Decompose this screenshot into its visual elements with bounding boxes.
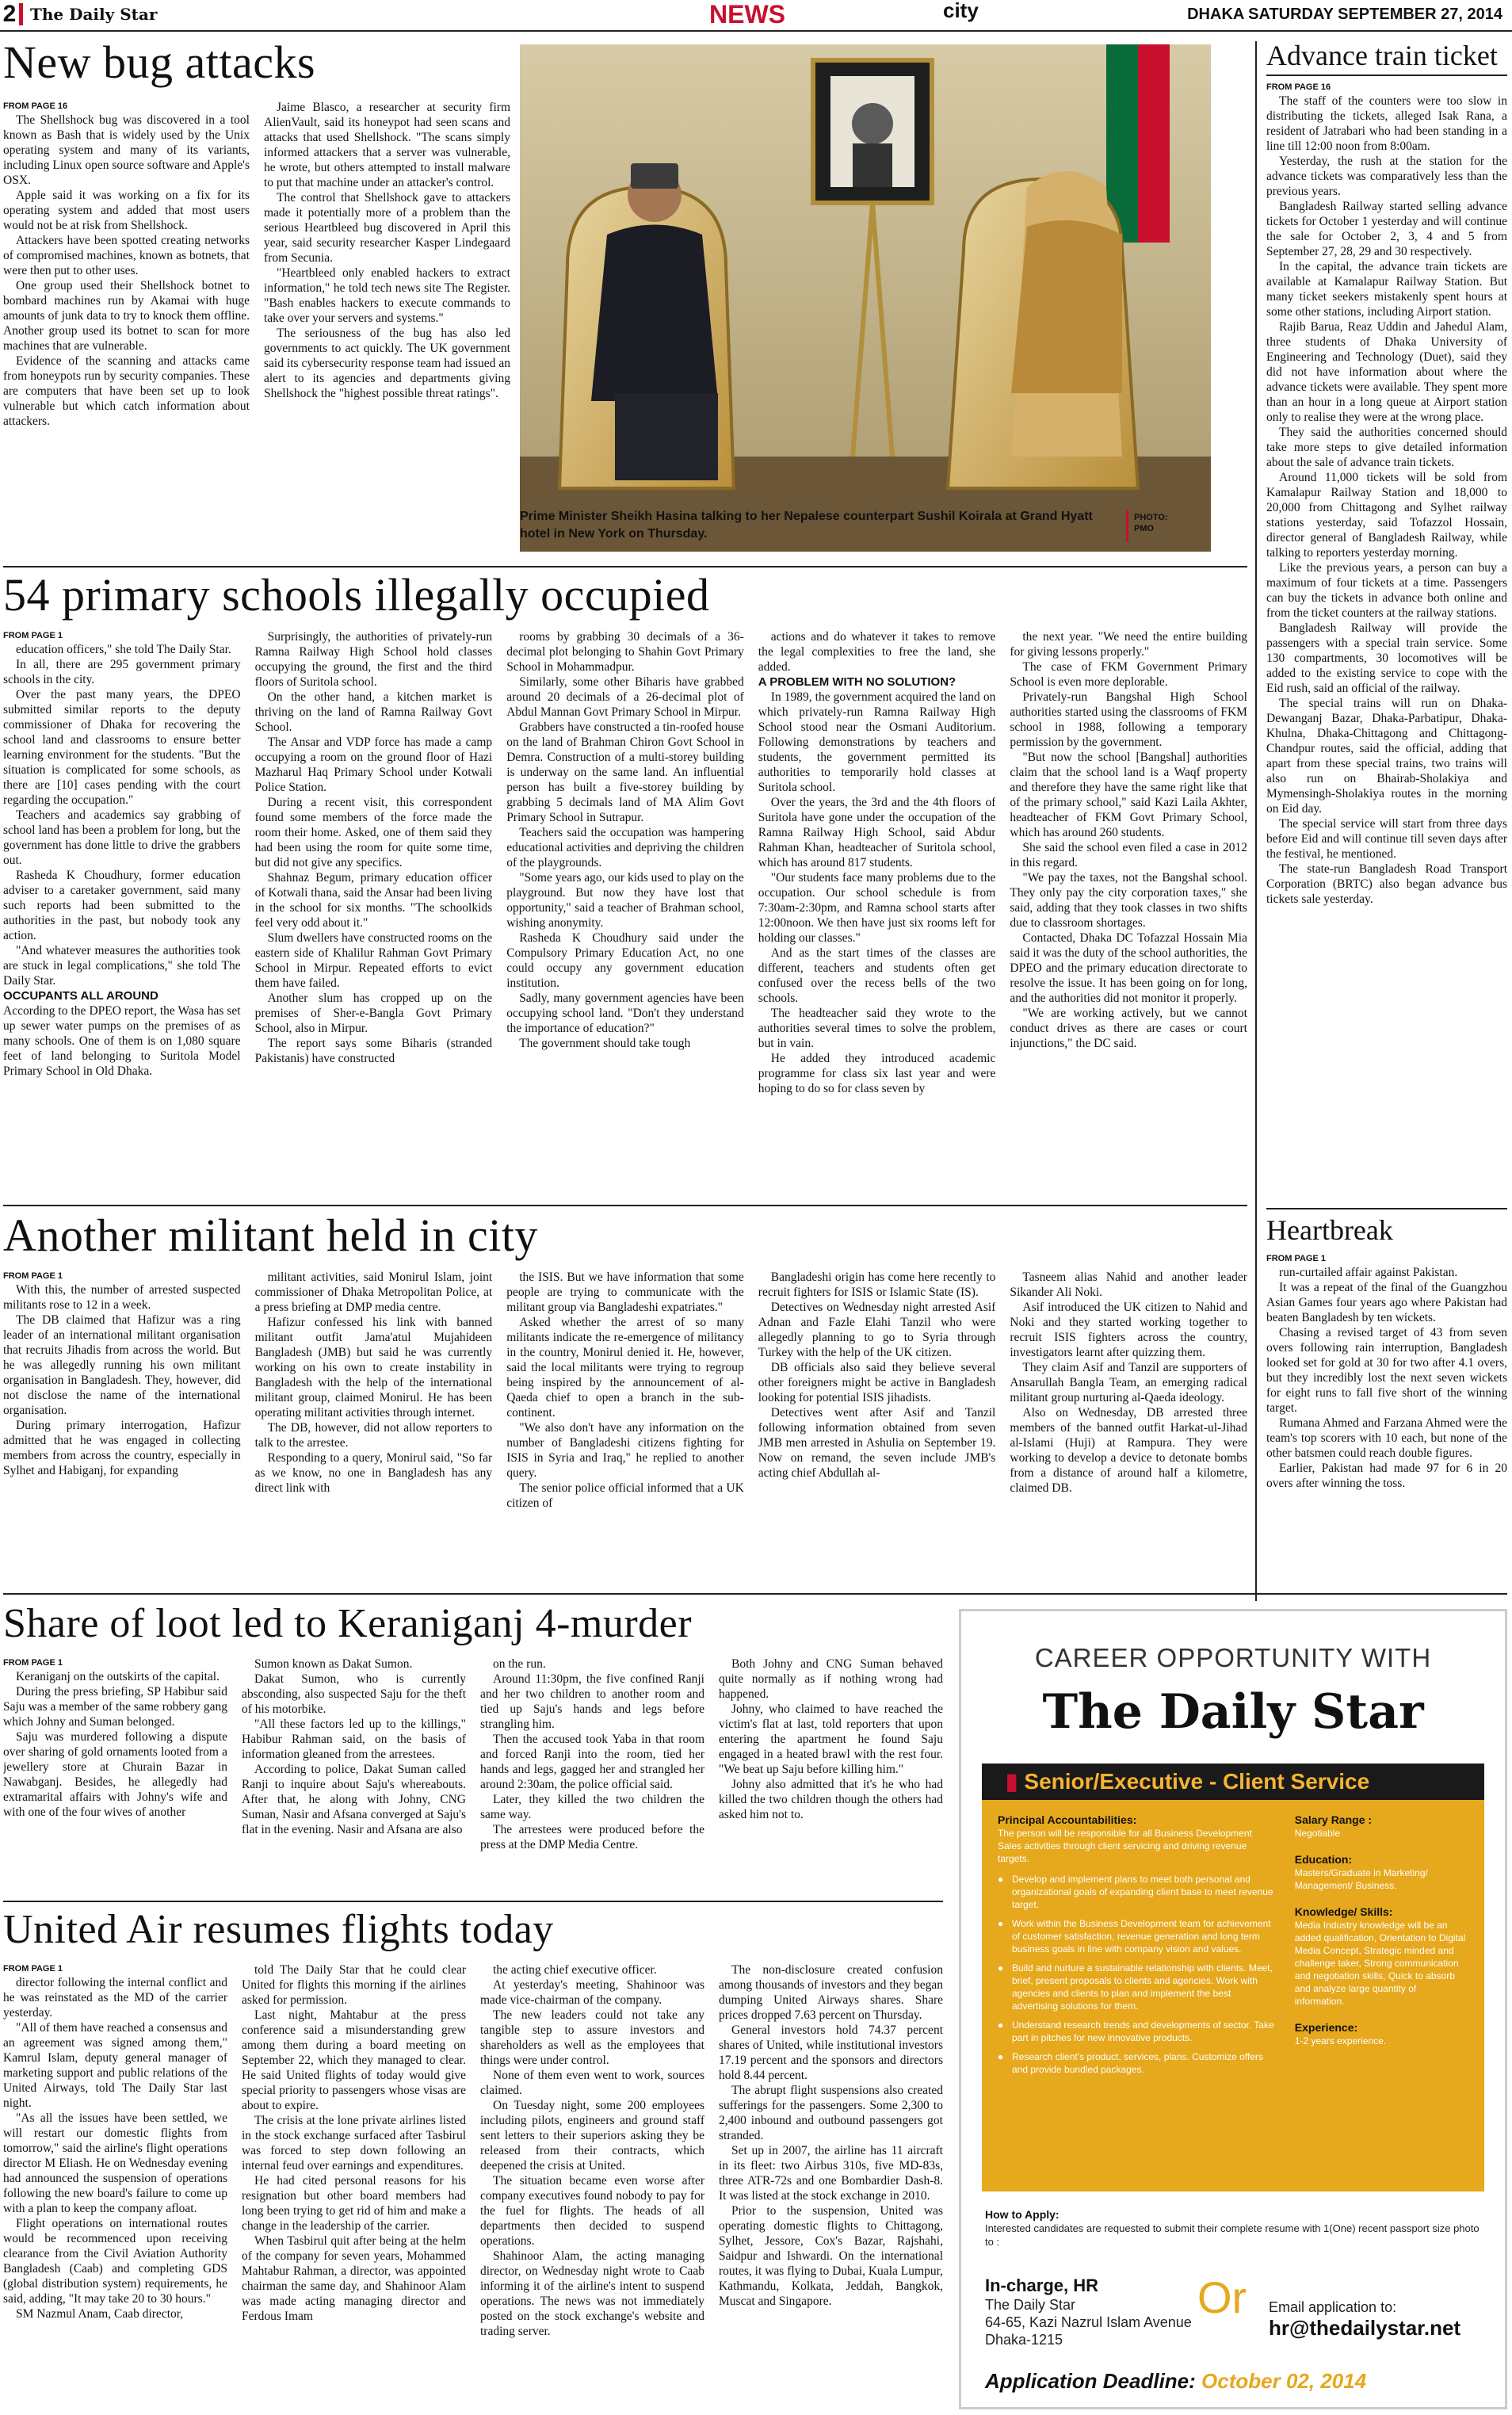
paragraph: Later, they killed the two children the same way. <box>480 1793 704 1821</box>
or-separator: Or <box>1197 2272 1247 2322</box>
paragraph: on the run. <box>493 1657 546 1671</box>
salary-heading: Salary Range : <box>1294 1813 1373 1826</box>
paragraph: Surprisingly, the authorities of privately-run Ramna Railway High School hold classes occupying the ground, the first and the third floors of Suritola school. <box>254 630 493 689</box>
paragraph: Over the years, the 3rd and the 4th floors of Suritola have gone under the occupation of the Ramna Railway High School, said Abdur Rahman Khan, headteacher of Suritola school, which has around 817 students. <box>758 796 996 869</box>
paragraph: rooms by grabbing 30 decimals of a 36-decimal plot belonging to Shahin Govt Primary School in Mohammadpur. <box>506 630 744 674</box>
section-rule <box>3 1901 943 1902</box>
headline: 54 primary schools illegally occupied <box>3 569 710 621</box>
headline: Heartbreak <box>1266 1214 1393 1246</box>
paragraph: "And whatever measures the authorities took are stuck in legal complications," she told The Daily Star. <box>3 944 241 988</box>
paragraph: During a recent visit, this correspondent found some members of the force made the room their home. Asked, one of them said they had been using the room for quite some time, but did not give any specifics. <box>254 796 493 869</box>
paragraph: The special trains will run on Dhaka-Dewanganj Bazar, Dhaka-Parbatipur, Dhaka-Khulna, Dhaka-Chittagong and Chittagong-Chandpur routes, said the official, adding that apart from these special trains, two trains will also run on Bhairab-Sholakiya and Mymensingh-Sholakiya routes in the morning on Eid day. <box>1266 697 1507 816</box>
paragraph: And as the start times of the classes are different, teachers and students often get confused over the recess bells of the two schools. <box>758 946 996 1005</box>
deadline-date: October 02, 2014 <box>1201 2369 1367 2393</box>
paragraph: Last night, Mahtabur at the press conference said a misunderstanding grew among them during a board meeting on September 22, which they managed to clear. He said United flights of today would give special priority to passengers whose visas are about to expire. <box>242 2008 466 2112</box>
paragraph: told The Daily Star that he could clear United for flights this morning if the airlines asked for permission. <box>242 1963 466 2007</box>
paragraph: Asked whether the arrest of so many militants indicate the re-emergence of militancy in the country, Monirul denied it. He, however, said the local militants were trying to regroup being inspired by the announcement of al-Qaeda chief to open a branch in the sub-continent. <box>506 1316 744 1420</box>
education-value: Masters/Graduate in Marketing/ Management/ Business. <box>1294 1867 1428 1891</box>
how-to-apply <box>961 2191 1505 2394</box>
masthead-logo: The Daily Star <box>30 5 158 24</box>
paragraph: The staff of the counters were too slow in distributing the tickets, alleged Isak Rana, a resident of Jatrabari who had been standing in a line till 12:00 noon from 8:00am. <box>1266 94 1507 153</box>
paragraph: Around 11:30pm, the five confined Ranji and her two children to another room and tied up Saju's hands and legs before strangling him. <box>480 1672 704 1731</box>
paragraph: Johny also admitted that it's he who had killed the two children though the others had asked him not to. <box>719 1778 943 1821</box>
paragraph: Evidence of the scanning and attacks came from honeypots run by security companies. These are computers that have been set up to look vulnerable but which catch information about attackers. <box>3 354 250 428</box>
paragraph: Teachers and academics say grabbing of school land has been a problem for long, but the government has done little to drive the grabbers out. <box>3 808 241 867</box>
paragraph: "But now the school [Bangshal] authorities claim that the school land is a Waqf property and therefore they have the same right like that of the primary school," said Kazi Laila Akhter, headteacher of FKM Govt Primary School, which has around 260 students. <box>1010 751 1247 839</box>
paragraph: Sadly, many government agencies have been occupying school land. "Don't they understand the importance of education?" <box>506 992 744 1035</box>
from-page: FROM PAGE 1 <box>3 1964 63 1974</box>
paragraph: Teachers said the occupation was hampering educational activities and depriving the children of the playgrounds. <box>506 826 744 869</box>
paragraph: Bangladeshi origin has come here recently to recruit fighters for ISIS or Islamic State (IS). <box>758 1271 996 1299</box>
headline: United Air resumes flights today <box>3 1907 554 1952</box>
ad-headline: CAREER OPPORTUNITY WITH <box>1034 1643 1432 1672</box>
paragraph: SM Nazmul Anam, Caab director, <box>16 2307 184 2321</box>
application-deadline <box>985 2369 1481 2394</box>
paragraph: One group used their Shellshock botnet to bombard machines run by Akamai with huge amounts of junk data to try to knock them offline. Another group used its botnet to scan for more machines that are vulnerable. <box>3 279 250 353</box>
paragraph: It was a repeat of the final of the Guangzhou Asian Games four years ago where Pakistan had beaten Bangladesh by ten wickets. <box>1266 1281 1507 1324</box>
deadline-label: Application Deadline: <box>985 2369 1196 2393</box>
paragraph: Around 11,000 tickets will be sold from Kamalapur Railway Station and 18,000 to 20,000 from Chittagong and Sylhet railway stations yesterday, said Tofazzol Hossain, director general of Bangladesh Railway, while talking to reporters yesterday morning. <box>1266 471 1507 560</box>
paragraph: Then the accused took Yaba in that room and forced Ranji into the room, tied her hands and legs, gagged her and strangled her around 2:30am, the police official said. <box>480 1733 704 1791</box>
paragraph: The arrestees were produced before the press at the DMP Media Centre. <box>480 1823 704 1851</box>
caption-bar <box>1126 510 1128 542</box>
article-column <box>758 1270 996 1584</box>
paragraph: The special service will start from three days before Eid and will continue till seven days after the festival, he mentioned. <box>1266 817 1507 861</box>
address-line: The Daily Star <box>985 2297 1076 2313</box>
article-column <box>264 100 510 552</box>
article-column <box>1266 1252 1507 1553</box>
paragraph: Privately-run Bangshal High School authorities started using the classrooms of FKM school in 1988, following a temporary permission by the government. <box>1010 690 1247 749</box>
article-column <box>758 629 996 1200</box>
paragraph: director following the internal conflict and he was reinstated as the MD of the carrier yesterday. <box>3 1976 227 2020</box>
paragraph: Also on Wednesday, DB arrested three members of the banned outfit Harkat-ul-Jihad al-Islami (Huji) at Rampura. They were working to develop a device to detonate bombs from a distance of around half a kilometre, claimed DB. <box>1010 1406 1247 1495</box>
paragraph: Dakat Sumon, who is currently absconding, also suspected Saju for the theft of his motorbike. <box>242 1672 466 1716</box>
paragraph: The headteacher said they wrote to the authorities several times to solve the problem, but in vain. <box>758 1007 996 1050</box>
paragraph: militant activities, said Monirul Islam, joint commissioner of Dhaka Metropolitan Police, at a press briefing at DMP media centre. <box>254 1271 493 1314</box>
paragraph: the ISIS. But we have information that some people are trying to communicate with the militant group via Bangladeshi expatriates." <box>506 1271 744 1314</box>
paragraph: Like the previous years, a person can buy a maximum of four tickets at a time. Passengers can buy the tickets in advance both online and from the ticket counters at the railway stations. <box>1266 561 1507 620</box>
from-page: FROM PAGE 1 <box>3 1658 63 1668</box>
paragraph: "Heartbleed only enabled hackers to extract information," he told tech news site The Register. "Bash enables hackers to execute commands to take over your servers and systems." <box>264 266 510 325</box>
paragraph: actions and do whatever it takes to remove the legal complexities to free the land, she added. <box>758 630 996 674</box>
accountabilities-intro: The person will be responsible for all Business Development Sales activities through client servicing and driving revenue targets. <box>998 1828 1252 1864</box>
paragraph: Detectives went after Asif and Tanzil following information obtained from seven JMB men arrested in Ashulia on September 19. Now on remand, the seven include JMB's acting chief Abdullah al- <box>758 1406 996 1480</box>
address-line: 64-65, Kazi Nazrul Islam Avenue <box>985 2314 1192 2330</box>
headline: Share of loot led to Keraniganj 4-murder <box>3 1601 693 1646</box>
paragraph: The new leaders could not take any tangible step to assure investors and shareholders as well as the employees that things were under control. <box>480 2008 704 2067</box>
photo-credit: PHOTO: PMO <box>1134 513 1168 533</box>
title-bar-icon: ▮ <box>1006 1769 1018 1794</box>
address-heading: In-charge, HR <box>985 2276 1099 2295</box>
accountability-item: ● Work within the Business Development team for achievement of customer satisfaction, revenue generation and long term business goals in line with company vision and values. <box>998 1917 1276 1955</box>
paragraph: Earlier, Pakistan had made 97 for 6 in 20 overs after winning the toss. <box>1266 1462 1507 1490</box>
from-page: FROM PAGE 1 <box>1266 1254 1326 1263</box>
article-heartbreak <box>1266 1214 1507 1553</box>
issue-date: DHAKA SATURDAY SEPTEMBER 27, 2014 <box>1187 6 1502 23</box>
paragraph: Both Johny and CNG Suman behaved quite normally as if nothing wrong had happened. <box>719 1657 943 1701</box>
paragraph: Rasheda K Choudhury, former education adviser to a caretaker government, said many such reports had been submitted to the authorities in the past, but nobody took any action. <box>3 869 241 942</box>
article-advance-train-ticket <box>1266 40 1507 1246</box>
paragraph: The report says some Biharis (stranded Pakistanis) have constructed <box>254 1037 493 1065</box>
paragraph: The Shellshock bug was discovered in a tool known as Bash that is widely used by the Unix operating system and many of its variants, including Linux open source software and Apple's OSX. <box>3 113 250 187</box>
paragraph: The Ansar and VDP force has made a camp occupying a room on the ground floor of Hazi Mazharul Haq Primary School under Kotwali Police Station. <box>254 736 493 794</box>
paragraph: "We are working actively, but we cannot conduct drives as there are cases or court injunctions," the DC said. <box>1010 1007 1247 1050</box>
paragraph: Similarly, some other Biharis have grabbed around 20 decimals of a 26-decimal plot of Abdul Mannan Govt Primary School in Mirpur. <box>506 675 744 719</box>
article-column <box>1266 81 1507 1246</box>
paragraph: On the other hand, a kitchen market is thriving on the land of Ramna Railway Govt School. <box>254 690 493 734</box>
paragraph: Johny, who claimed to have reached the victim's flat at last, told reporters that upon entering the apartment he found Saju engaged in a heated brawl with the rest four. "We beat up Saju before killing him." <box>719 1702 943 1776</box>
article-column <box>506 629 744 1200</box>
paragraph: During the press briefing, SP Habibur said Saju was a member of the same robbery gang which Johny and Suman belonged. <box>3 1685 227 1729</box>
section-rule <box>3 1593 1507 1595</box>
accountability-item: ● Research client's product, services, plans. Customize offers and provide bundled packages. <box>998 2050 1276 2076</box>
paragraph: The state-run Bangladesh Road Transport Corporation (BRTC) also began advance bus tickets sale yesterday. <box>1266 862 1507 906</box>
paragraph: Bangladesh Railway started selling advance tickets for October 1 yesterday and will continue the sale for October 2, 3, 4 and 5 from September 27, 28, 29 and 30 respectively. <box>1266 200 1507 258</box>
job-title <box>982 1763 1484 1800</box>
paragraph: Asif introduced the UK citizen to Nahid and Noki and they started working together to recruit ISIS fighters across the country, investigators learnt after quizzing them. <box>1010 1301 1247 1359</box>
paragraph: Another slum has cropped up on the premises of Sher-e-Bangla Govt Primary School, also in Mirpur. <box>254 992 493 1035</box>
paragraph: Detectives on Wednesday night arrested Asif Adnan and Fazle Elahi Tanzil who were allegedly planning to go to Syria through Turkey with the help of the UK citizen. <box>758 1301 996 1359</box>
paragraph: Hafizur confessed his link with banned militant outfit Jama'atul Mujahideen Bangladesh (JMB) but said he was currently working on his own to create instability in Bangladesh with the help of the international militant group, claimed Monirul. He has been operating militant activities through internet. <box>254 1316 493 1420</box>
paragraph: Grabbers have constructed a tin-roofed house on the land of Brahman Chiron Govt School in Demra. Construction of a multi-storey building is underway on the same land. An influential person has built a five-storey building by grabbing 5 decimals land of MA Alim Govt Primary School in Sutrapur. <box>506 720 744 824</box>
article-column <box>506 1270 744 1584</box>
article-primary-schools <box>3 571 1247 1200</box>
paragraph: Keraniganj on the outskirts of the capital. <box>16 1670 220 1683</box>
photo-caption: Prime Minister Sheikh Hasina talking to her Nepalese counterpart Sushil Koirala at Grand Hyatt hotel in New York on Thursday. <box>520 510 1093 541</box>
address-line: Dhaka-1215 <box>985 2332 1063 2348</box>
article-column <box>242 1962 466 2410</box>
paragraph: None of them even went to work, sources claimed. <box>480 2069 704 2097</box>
news-photo <box>520 44 1211 552</box>
address-lines <box>985 2296 1197 2348</box>
paragraph: DB officials also said they believe several other foreigners might be active in Bangladesh looking for potential ISIS jihadists. <box>758 1361 996 1404</box>
paragraph: In 1989, the government acquired the land on which privately-run Ramna Railway High School stood near the Osmani Auditorium. Following demonstrations by teachers and students, the government permitted its authorities to temporarily hold classes at Suritola school. <box>758 690 996 794</box>
article-column <box>1010 1270 1247 1584</box>
section-label: NEWS <box>709 0 785 29</box>
paragraph: Tasneem alias Nahid and another leader Sikander Ali Noki. <box>1010 1271 1247 1299</box>
section-rule <box>3 566 1247 567</box>
paragraph: According to police, Dakat Suman called Ranji to inquire about Saju's whereabouts. After that, he along with Johny, CNG Suman, Nasir and Afsana converged at Saju's flat in the evening. Nasir and Afsana are also <box>242 1763 466 1836</box>
paragraph: He had cited personal reasons for his resignation but other board members had long been trying to get rid of him and make a change in the leadership of the carrier. <box>242 2174 466 2233</box>
paragraph: The crisis at the lone private airlines listed in the stock exchange surfaced after Tasbirul was forced to step down following an internal feud over earnings and expenditures. <box>242 2114 466 2172</box>
paragraph: "We pay the taxes, not the Bangshal school. They only pay the city corporation taxes," she said, adding that they took classes in two shifts due to classroom shortages. <box>1010 871 1247 930</box>
paragraph: They said the authorities concerned should take more steps to give detailed information about the sale of advance train tickets. <box>1266 426 1507 469</box>
paragraph: The government should take tough <box>519 1037 691 1050</box>
career-advertisement <box>959 1609 1507 2409</box>
paragraph: General investors hold 74.37 percent shares of United, while institutional investors 17.19 percent and the sponsors and directors hold 8.44 percent. <box>719 2023 943 2082</box>
paragraph: Responding to a query, Monirul said, "So far as we know, no one in Bangladesh has any direct link with <box>254 1451 493 1495</box>
paragraph: Set up in 2007, the airline has 11 aircraft in its fleet: two Airbus 310s, five MD-83s, three ATR-72s and one Bombardier Dash-8. It was listed at the stock exchange in 2010. <box>719 2144 943 2203</box>
education-heading: Education: <box>1294 1853 1353 1866</box>
column-divider <box>1255 41 1257 1601</box>
paragraph: Saju was murdered following a dispute over sharing of gold ornaments looted from a jewellery store at Churain Bazar in Nawabganj. Besides, he allegedly had extramarital affairs with Johny's wife and with one of the four wives of another <box>3 1730 227 1819</box>
paragraph: At yesterday's meeting, Shahinoor was made vice-chairman of the company. <box>480 1978 704 2007</box>
from-page: FROM PAGE 1 <box>3 1271 63 1281</box>
accountabilities-heading: Principal Accountabilities: <box>998 1813 1137 1826</box>
article-column <box>3 1656 227 1907</box>
paragraph: Rumana Ahmed and Farzana Ahmed were the team's top scorers with 10 each, but none of the other batsmen could reach double figures. <box>1266 1416 1507 1460</box>
ad-brand: The Daily Star <box>1042 1684 1424 1740</box>
article-column <box>480 1962 704 2410</box>
paragraph: The situation became even worse after company executives found nobody to pay for the fuel for flights. The heads of all departments then decided to suspend operations. <box>480 2174 704 2248</box>
experience-heading: Experience: <box>1294 2021 1358 2034</box>
paragraph: When Tasbirul quit after being at the helm of the company for seven years, Mohammed Mahtabur Rahman, a director, was appointed chairman the same day, and Shahinoor Alam was made acting managing director and Ferdous Imam <box>242 2234 466 2323</box>
article-column <box>3 1962 227 2410</box>
from-page: FROM PAGE 16 <box>3 101 68 111</box>
article-column <box>3 1270 241 1584</box>
article-column <box>3 629 241 1200</box>
paragraph: Prior to the suspension, United was operating domestic flights to Chittagong, Sylhet, Jessore, Cox's Bazar, Rajshahi, Saidpur and Ishwardi. On the international routes, it was flying to Dubai, Kuala Lumpur, Kathmandu, Kolkata, Jeddah, Bangkok, Muscat and Singapore. <box>719 2204 943 2308</box>
paragraph: With this, the number of arrested suspected militants rose to 12 in a week. <box>3 1283 241 1312</box>
paragraph: Flight operations on international routes would be recommenced upon receiving clearance from the Civil Aviation Authority Bangladesh (Caab) and completing GDS (global distribution system) requirements, he said, adding, "It may take 20 to 30 hours." <box>3 2217 227 2306</box>
paragraph: The seriousness of the bug has also led governments to act quickly. The UK government said its cybersecurity response team had issued an alert to its agencies and departments giving Shellshock the "highest possible threat ratings". <box>264 327 510 400</box>
paragraph: "We also don't have any information on the number of Bangladeshi citizens fighting for ISIS in Syria and Iraq," he replied to another query. <box>506 1421 744 1480</box>
paragraph: Jaime Blasco, a researcher at security firm AlienVault, said its honeypot had seen scans and attacks that used Shellshock. "The scans simply informed attackers that a server was vulnerable, he wrote, but others attempted to install malware to put that machine under an attacker's control. <box>264 101 510 189</box>
paragraph: On Tuesday night, some 200 employees including pilots, engineers and ground staff sent letters to their superiors asking they be released from their contracts, which deepened the crisis at United. <box>480 2099 704 2172</box>
paragraph: During primary interrogation, Hafizur admitted that he was engaged in collecting members from across the country, especially in Sylhet and Habiganj, for expanding <box>3 1419 241 1477</box>
article-column <box>3 100 250 552</box>
article-keraniganj-murder <box>3 1599 943 1907</box>
paragraph: She said the school even filed a case in 2012 in this regard. <box>1010 841 1247 869</box>
article-militant-held <box>3 1211 1247 1584</box>
paragraph: "All these factors led up to the killings," Habibur Rahman said, on the basis of information gleaned from the arrestees. <box>242 1718 466 1761</box>
paragraph: Chasing a revised target of 43 from seven overs following rain interruption, Bangladesh looked set for gold at 30 for two after 4.1 overs, but they incredibly lost the next seven wickets for eight runs to fall five short of the winning target. <box>1266 1326 1507 1415</box>
paragraph: the next year. "We need the entire building for giving lessons properly." <box>1010 630 1247 659</box>
accountability-item: ● Develop and implement plans to meet both personal and organizational goals of expanding client base to meet revenue target. <box>998 1873 1276 1911</box>
headline: New bug attacks <box>3 36 316 88</box>
headline: Another militant held in city <box>3 1209 538 1261</box>
paragraph: Slum dwellers have constructed rooms on the eastern side of Khalilur Rahman Govt Primary School in Mirpur. Repeated efforts to evict them have failed. <box>254 931 493 990</box>
subhead: OCCUPANTS ALL AROUND <box>3 989 158 1003</box>
article-column <box>255 629 493 1200</box>
section-rule <box>1266 1208 1507 1209</box>
paragraph: In all, there are 295 government primary schools in the city. <box>3 658 241 686</box>
paragraph: The DB claimed that Hafizur was a ring leader of an international militant organisation that recruits Jihadis from across the world. But he was allegedly running his own militant organisation in Bangladesh. They, however, did not disclose the name of the international organisation. <box>3 1313 241 1417</box>
paragraph: He added they introduced academic programme for class six last year and were hoping to do so for class seven by <box>758 1052 996 1095</box>
skills-heading: Knowledge/ Skills: <box>1294 1905 1393 1918</box>
paragraph: the acting chief executive officer. <box>493 1963 657 1977</box>
subsection-label: city <box>943 0 979 22</box>
paragraph: The non-disclosure created confusion among thousands of investors and they began dumping United Airways shares. Share prices dropped 7.63 percent on Thursday. <box>719 1963 943 2022</box>
paragraph: According to the DPEO report, the Wasa has set up sewer water pumps on the premises of as many schools. One of them is on 1,080 square feet of land belonging to Suritola Model Primary School in Old Dhaka. <box>3 1004 241 1078</box>
salary-value: Negotiable <box>1294 1828 1341 1839</box>
accountability-item: ● Understand research trends and developments of sector. Take part in pitches for new innovative products. <box>998 2019 1276 2044</box>
job-details-panel <box>982 1763 1484 2191</box>
paragraph: Apple said it was working on a fix for its operating system and added that most users would not be at risk from Shellshock. <box>3 189 250 232</box>
article-column <box>480 1656 704 1907</box>
paragraph: Rajib Barua, Reaz Uddin and Jahedul Alam, three students of Dhaka University of Engineering and Technology (Duet), said they did not have information about where the advance tickets were available. They spent more than an hour in a long queue at Airport station only to realise they were at the wrong place. <box>1266 320 1507 424</box>
headline: Advance train ticket <box>1266 40 1498 71</box>
apply-text: Interested candidates are requested to submit their complete resume with 1(One) recent passport size photo to : <box>985 2222 1480 2248</box>
paragraph: "Our students face many problems due to the occupation. Our school schedule is from 7:30am-2:30pm, and Ramna school starts after 12:00noon. We then have just six rooms left for holding our classes." <box>758 871 996 945</box>
experience-value: 1-2 years experience. <box>1294 2035 1387 2046</box>
paragraph: Shahnaz Begum, primary education officer of Kotwali thana, said the Ansar had been living in the school for six months. "The schoolkids feel very odd about it." <box>254 871 493 930</box>
photo-image <box>520 44 1211 552</box>
article-column <box>719 1962 943 2410</box>
job-title-text: Senior/Executive - Client Service <box>1024 1769 1370 1794</box>
paragraph: "Some years ago, our kids used to play on the playground. But now they have lost that opportunity," said a teacher of Brahman school, wishing anonymity. <box>506 871 744 930</box>
section-rule <box>3 1205 1247 1206</box>
paragraph: The control that Shellshock gave to attackers made it potentially more of a problem than the serious Heartbleed bug discovered in April this year, said security researcher Kasper Lindegaard from Secunia. <box>264 191 510 265</box>
article-column <box>719 1656 943 1907</box>
masthead <box>0 0 1512 32</box>
paragraph: Over the past many years, the DPEO submitted similar reports to the deputy commissioner of Dhaka for recovering the school land and classrooms to ensure better learning environment for the students. "But the situation is complicated for some schools, as there are [10] cases pending with the court regarding the occupation." <box>3 688 241 807</box>
accountability-item: ● Build and nurture a sustainable relationship with clients. Meet, brief, present proposals to clients and agencies. Work with agencies and clients to plan and implement the best advertising solutions for them. <box>998 1962 1276 2012</box>
apply-heading: How to Apply: <box>985 2208 1060 2221</box>
accountabilities-list <box>998 1873 1276 2076</box>
article-column <box>1010 629 1247 1200</box>
paragraph: Contacted, Dhaka DC Tofazzal Hossain Mia said it was the duty of the school authorities, the DPEO and the primary education directorate to resolve the issue. It has been going on for long, and the authorities did not monitor it properly. <box>1010 931 1247 1005</box>
paragraph: "All of them have reached a consensus and an agreement was signed among them," Kamrul Islam, deputy general manager of marketing support and public relations of the United Airways, told The Daily Star last night. <box>3 2021 227 2110</box>
paragraph: They claim Asif and Tanzil are supporters of Ansarullah Bangla Team, an emerging radical militant group nurturing al-Qaeda ideology. <box>1010 1361 1247 1404</box>
from-page: FROM PAGE 16 <box>1266 82 1331 92</box>
paragraph: run-curtailed affair against Pakistan. <box>1279 1266 1458 1279</box>
email-link[interactable]: hr@thedailystar.net <box>1269 2316 1461 2340</box>
paragraph: The abrupt flight suspensions also created sufferings for the passengers. Some 2,300 to 2,400 inbound and outbound passengers got stranded. <box>719 2084 943 2142</box>
subhead: A PROBLEM WITH NO SOLUTION? <box>758 675 956 689</box>
page-divider <box>19 3 23 25</box>
article-united-air <box>3 1905 943 2410</box>
paragraph: The DB, however, did not allow reporters to talk to the arrestee. <box>254 1421 493 1450</box>
article-new-bug-attacks <box>3 38 510 552</box>
paragraph: In the capital, the advance train tickets are available at Kamalapur Railway Station. But many ticket seekers mistakenly spent hours at some other stations, including Airport station. <box>1266 260 1507 319</box>
paragraph: Rasheda K Choudhury said under the Compulsory Primary Education Act, no one could occupy any government education institution. <box>506 931 744 990</box>
skills-value: Media Industry knowledge will be an added qualification, Orientation to Digital Media Concept, Strategic minded and challenge taker, Strong communication and negotiation skills, Quick to absorb and analyze large quantity of information. <box>1294 1920 1466 2007</box>
paragraph: Sumon known as Dakat Sumon. <box>254 1657 413 1671</box>
paragraph: Bangladesh Railway will provide the passengers with a special train service. Some 130 compartments, 30 locomotives will be added to the existing service to cope with the Eid rush, said an official of the railway. <box>1266 621 1507 695</box>
email-label: Email application to: <box>1269 2299 1397 2315</box>
paragraph: Shahinoor Alam, the acting managing director, on Wednesday night wrote to Caab informing it of the airline's intent to suspend operations. The news was not immediately posted on the stock exchange's website and trading server. <box>480 2249 704 2338</box>
paragraph: education officers," she told The Daily Star. <box>16 643 231 656</box>
paragraph: Yesterday, the rush at the station for the advance tickets was comparatively less than the previous years. <box>1266 155 1507 198</box>
paragraph: Attackers have been spotted creating networks of compromised machines, known as botnets, that were then put to other uses. <box>3 234 250 277</box>
paragraph: "As all the issues have been settled, we will restart our domestic flights from tomorrow," said the airline's flight operations director M Eliash. He on Wednesday evening had announced the suspension of operations following the new board's failure to come up with a plan to keep the company afloat. <box>3 2111 227 2215</box>
paragraph: The senior police official informed that a UK citizen of <box>506 1481 744 1510</box>
from-page: FROM PAGE 1 <box>3 631 63 640</box>
paragraph: The case of FKM Government Primary School is even more deplorable. <box>1010 660 1247 689</box>
article-column <box>255 1270 493 1584</box>
article-column <box>242 1656 466 1907</box>
page-number: 2 <box>2 1 17 27</box>
